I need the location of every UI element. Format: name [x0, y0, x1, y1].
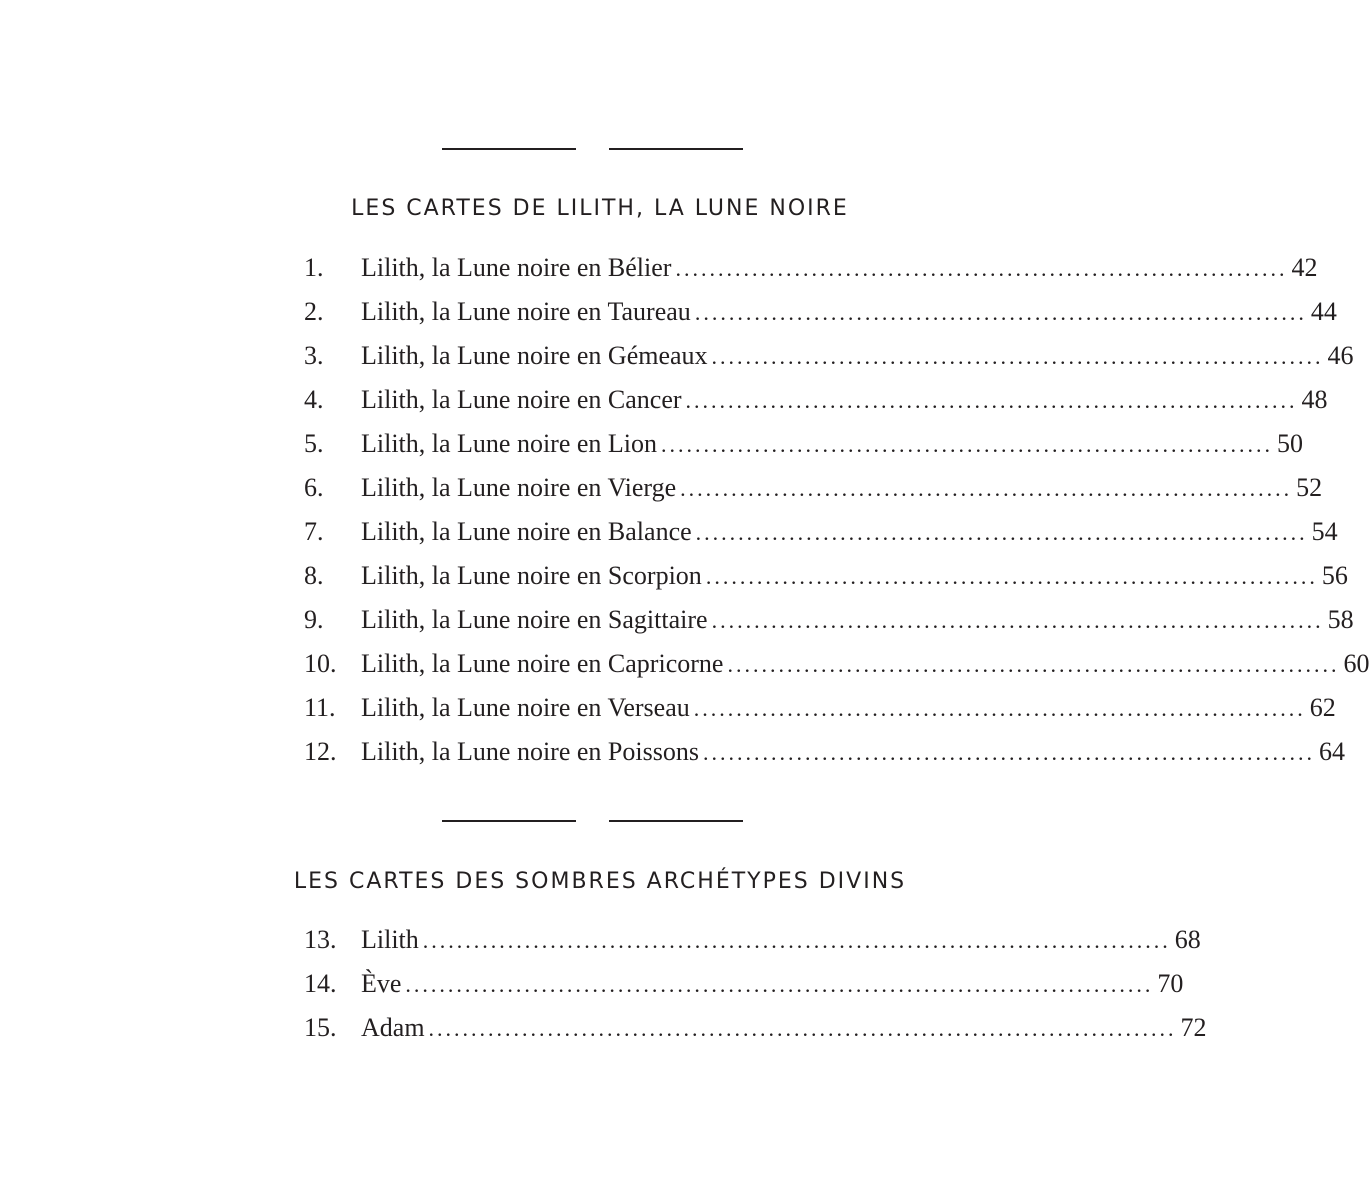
entry-number: 7.: [304, 517, 324, 546]
entry-page: 54: [1311, 517, 1338, 546]
entry-title: Ève: [361, 969, 402, 998]
entry-number: 8.: [304, 561, 324, 590]
toc-entry[interactable]: [304, 340, 1354, 384]
entry-title: Lilith, la Lune noire en Poissons: [361, 737, 699, 766]
entry-page: 58: [1327, 605, 1354, 634]
entry-page: 72: [1180, 1013, 1207, 1042]
toc-list: [304, 252, 1369, 780]
divider-line-right: [609, 148, 743, 150]
entry-page: 50: [1277, 429, 1304, 458]
entry-title: Lilith, la Lune noire en Verseau: [361, 693, 690, 722]
toc-entry[interactable]: [304, 252, 1318, 296]
dot-leader: ........................................................................: [695, 520, 1308, 545]
dot-leader: ........................................................................................: [405, 972, 1154, 997]
entry-number: 1.: [304, 253, 324, 282]
entry-title: Lilith, la Lune noire en Taureau: [361, 297, 691, 326]
dot-leader: ........................................................................: [661, 432, 1274, 457]
entry-page: 52: [1296, 473, 1323, 502]
divider-line-left: [442, 820, 576, 822]
entry-number: 9.: [304, 605, 324, 634]
toc-entry[interactable]: [304, 692, 1336, 736]
section-title: LES CARTES DES SOMBRES ARCHÉTYPES DIVINS: [293, 869, 907, 894]
divider-line-left: [442, 148, 576, 150]
entry-page: 64: [1318, 737, 1345, 766]
entry-number: 6.: [304, 473, 324, 502]
toc-entry[interactable]: [304, 1012, 1207, 1056]
dot-leader: ........................................................................: [680, 476, 1293, 501]
dot-leader: ........................................................................: [711, 608, 1324, 633]
entry-number: 15.: [304, 1013, 337, 1042]
entry-title: Lilith, la Lune noire en Scorpion: [361, 561, 702, 590]
entry-title: Lilith: [361, 925, 419, 954]
toc-entry[interactable]: [304, 924, 1201, 968]
entry-page: 56: [1321, 561, 1348, 590]
toc-entry[interactable]: [304, 560, 1348, 604]
entry-number: 11.: [304, 693, 336, 722]
dot-leader: ........................................................................: [685, 388, 1298, 413]
dot-leader: ........................................................................................: [428, 1016, 1177, 1041]
entry-title: Lilith, la Lune noire en Lion: [361, 429, 658, 458]
section-title: LES CARTES DE LILITH, LA LUNE NOIRE: [351, 196, 849, 221]
ornament-divider: [442, 800, 743, 840]
entry-page: 46: [1327, 341, 1354, 370]
toc-entry[interactable]: [304, 472, 1323, 516]
dot-leader: ........................................................................: [727, 652, 1340, 677]
toc-entry[interactable]: [304, 516, 1338, 560]
entry-title: Lilith, la Lune noire en Gémeaux: [361, 341, 708, 370]
toc-entry[interactable]: [304, 296, 1337, 340]
entry-title: Lilith, la Lune noire en Sagittaire: [361, 605, 708, 634]
entry-title: Lilith, la Lune noire en Vierge: [361, 473, 677, 502]
toc-entry[interactable]: [304, 736, 1345, 780]
dot-leader: ........................................................................: [705, 564, 1318, 589]
dot-leader: ........................................................................: [675, 256, 1288, 281]
entry-number: 13.: [304, 925, 337, 954]
toc-entry[interactable]: [304, 604, 1354, 648]
entry-number: 14.: [304, 969, 337, 998]
dot-leader: ........................................................................: [694, 300, 1307, 325]
toc-entry[interactable]: [304, 648, 1369, 692]
entry-title: Adam: [361, 1013, 425, 1042]
entry-page: 70: [1157, 969, 1184, 998]
entry-title: Lilith, la Lune noire en Balance: [361, 517, 692, 546]
toc-entry[interactable]: [304, 428, 1304, 472]
ornament-divider: [442, 128, 743, 168]
entry-page: 48: [1301, 385, 1328, 414]
dot-leader: ........................................................................: [711, 344, 1324, 369]
entry-page: 68: [1174, 925, 1201, 954]
entry-title: Lilith, la Lune noire en Bélier: [361, 253, 672, 282]
dot-leader: ........................................................................................: [422, 928, 1171, 953]
entry-number: 3.: [304, 341, 324, 370]
entry-title: Lilith, la Lune noire en Capricorne: [361, 649, 724, 678]
entry-page: 44: [1310, 297, 1337, 326]
toc-list: [304, 924, 1207, 1056]
toc-entry[interactable]: [304, 968, 1184, 1012]
divider-line-right: [609, 820, 743, 822]
entry-page: 42: [1291, 253, 1318, 282]
dot-leader: ........................................................................: [702, 740, 1315, 765]
toc-entry[interactable]: [304, 384, 1328, 428]
dot-leader: ........................................................................: [693, 696, 1306, 721]
entry-number: 2.: [304, 297, 324, 326]
entry-number: 5.: [304, 429, 324, 458]
entry-number: 12.: [304, 737, 337, 766]
entry-page: 62: [1309, 693, 1336, 722]
entry-title: Lilith, la Lune noire en Cancer: [361, 385, 682, 414]
entry-number: 4.: [304, 385, 324, 414]
entry-number: 10.: [304, 649, 337, 678]
entry-page: 60: [1343, 649, 1369, 678]
